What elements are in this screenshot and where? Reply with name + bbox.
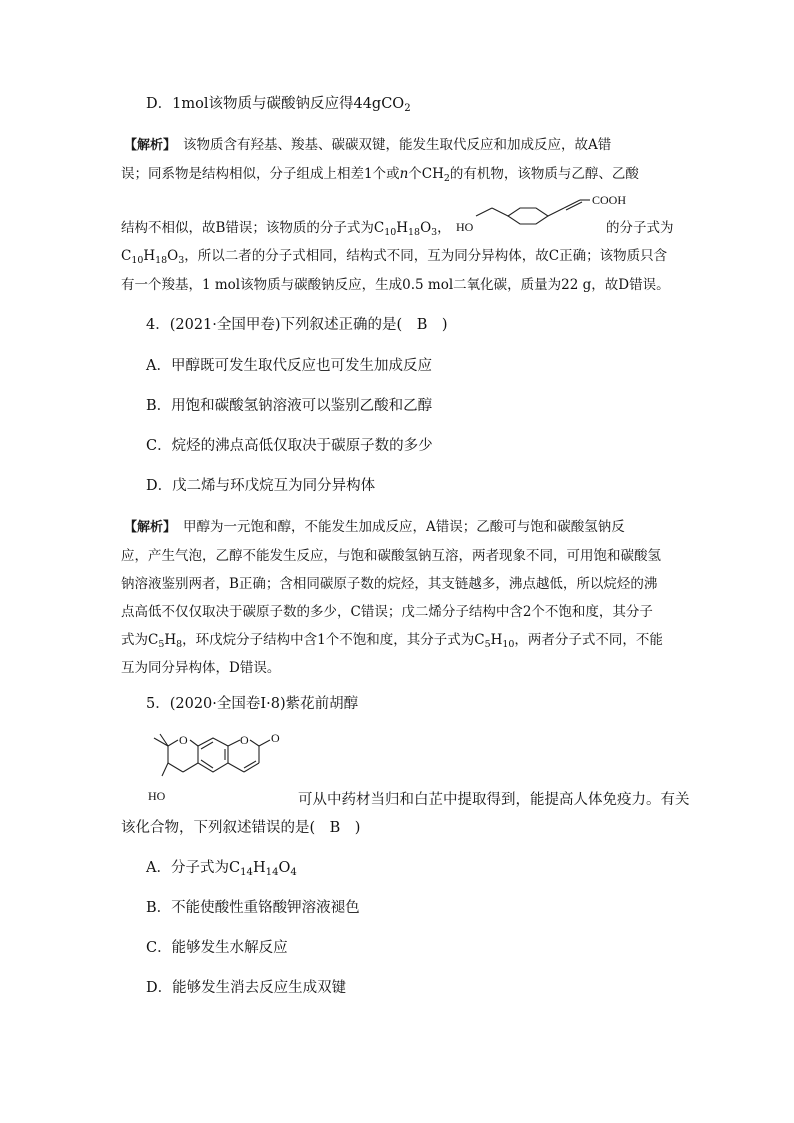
option-text: O: [278, 860, 291, 876]
analysis-text: 该物质含有羟基、羧基、碳碳双键，能发生取代反应和加成反应，故A错: [183, 137, 612, 153]
analysis-tag: 【解析】: [124, 520, 170, 535]
q4-analysis-line-6: 互为同分异构体，D错误。: [121, 660, 281, 676]
subscript: 5: [158, 639, 165, 650]
subscript: 5: [484, 639, 491, 650]
mol-o-label-2: O: [240, 733, 249, 747]
q5-stem-line-2: 该化合物，下列叙述错误的是( B ): [121, 820, 361, 836]
q5-stem: 5．(2020·全国卷Ⅰ·8)紫花前胡醇: [146, 696, 359, 712]
option-text: A．分子式为C: [146, 860, 241, 876]
mol-cooh-label: COOH: [592, 193, 627, 207]
subscript: 18: [155, 255, 168, 266]
analysis-text: 式为C: [121, 632, 159, 648]
analysis-text: C: [121, 248, 132, 264]
analysis-text: 甲醇为一元饱和醇，不能发生加成反应，A错误；乙酸可与饱和碳酸氢钠反: [183, 519, 625, 535]
subscript: 10: [131, 255, 144, 266]
q5-option-a: [146, 858, 297, 878]
q4-option-d: D．戊二烯与环戊烷互为同分异构体: [146, 478, 376, 494]
q4-analysis-line-3: 钠溶液鉴别两者，B正确；含相同碳原子数的烷烃，其支链越多，沸点越低，所以烷烃的沸: [121, 576, 658, 592]
q3-option-d: [146, 94, 411, 114]
q4-analysis-line-2: 应，产生气泡，乙醇不能发生反应，与饱和碳酸氢钠互溶，两者现象不同，可用饱和碳酸氢: [121, 548, 661, 564]
option-label: D．: [146, 96, 173, 112]
subscript: 10: [502, 639, 515, 650]
analysis-text: ，两者分子式不同，不能: [514, 632, 663, 648]
mol-ho-label: HO: [148, 789, 166, 803]
analysis-text: H: [143, 248, 156, 264]
subscript: 2: [404, 103, 411, 114]
analysis-text: O: [167, 248, 179, 264]
analysis-tag: 【解析】: [124, 138, 170, 153]
q4-option-b: B．用饱和碳酸氢钠溶液可以鉴别乙酸和乙醇: [146, 398, 433, 414]
mol-o-label-1: O: [179, 733, 188, 747]
q5-option-d: D．能够发生消去反应生成双键: [146, 980, 347, 996]
mol-ho-label: HO: [456, 220, 474, 234]
columbianetin-structure: [146, 730, 298, 806]
subscript: 14: [240, 867, 253, 878]
analysis-text: O: [420, 220, 432, 236]
q3-analysis-line-3-end: 的分子式为: [606, 220, 674, 236]
subscript: 18: [408, 227, 421, 238]
q4-option-a: A．甲醇既可发生取代反应也可发生加成反应: [146, 358, 432, 374]
hydroxymethyl-cyclohexyl-propenoic-acid-structure: [452, 186, 627, 242]
q3-analysis-line-1: [124, 135, 611, 156]
analysis-text: ，: [437, 220, 451, 236]
q3-analysis-line-2: [121, 164, 639, 184]
subscript: 14: [265, 867, 279, 878]
q4-option-c: C．烷烃的沸点高低仅取决于碳原子数的多少: [146, 438, 433, 454]
subscript: 4: [290, 867, 297, 878]
subscript: 2: [443, 173, 450, 184]
q3-analysis-line-4: [121, 246, 667, 266]
analysis-text: ，环戊烷分子结构中含1个不饱和度，其分子式为C: [182, 632, 485, 648]
option-text: 1mol该物质与碳酸钠反应得44gCO: [172, 96, 405, 112]
subscript: 3: [431, 227, 438, 238]
q4-analysis-line-1: [124, 517, 625, 538]
q3-analysis-line-3: [121, 218, 451, 238]
analysis-text: 的有机物，该物质与乙醇、乙酸: [449, 166, 639, 182]
analysis-text: 个CH: [408, 166, 444, 182]
subscript: 10: [384, 227, 397, 238]
q4-stem: 4．(2021·全国甲卷)下列叙述正确的是( B ): [146, 317, 448, 333]
analysis-text: ，所以二者的分子式相同，结构式不同，互为同分异构体，故C正确；该物质只含: [184, 248, 668, 264]
variable-n: n: [399, 166, 409, 182]
analysis-text: 结构不相似，故B错误；该物质的分子式为C: [121, 220, 385, 236]
q5-option-c: C．能够发生水解反应: [146, 940, 288, 956]
q4-analysis-line-5: [121, 630, 663, 650]
subscript: 3: [178, 255, 185, 266]
q4-analysis-line-4: 点高低不仅仅取决于碳原子数的多少，C错误；戊二烯分子结构中含2个不饱和度，其分子: [121, 604, 653, 620]
analysis-text: H: [490, 632, 503, 648]
analysis-text: H: [164, 632, 177, 648]
q5-option-b: B．不能使酸性重铬酸钾溶液褪色: [146, 900, 360, 916]
q3-analysis-line-5: 有一个羧基，1 mol该物质与碳酸钠反应，生成0.5 mol二氧化碳，质量为22 g，故D错误。: [121, 277, 670, 293]
analysis-text: 误；同系物是结构相似，分子组成上相差1个或: [121, 166, 400, 182]
mol-o-label-3: O: [271, 731, 280, 745]
option-text: H: [252, 860, 266, 876]
subscript: 8: [176, 639, 183, 650]
analysis-text: H: [396, 220, 409, 236]
q5-stem-continued: 可从中药材当归和白芷中提取得到，能提高人体免疫力。有关: [298, 792, 690, 808]
